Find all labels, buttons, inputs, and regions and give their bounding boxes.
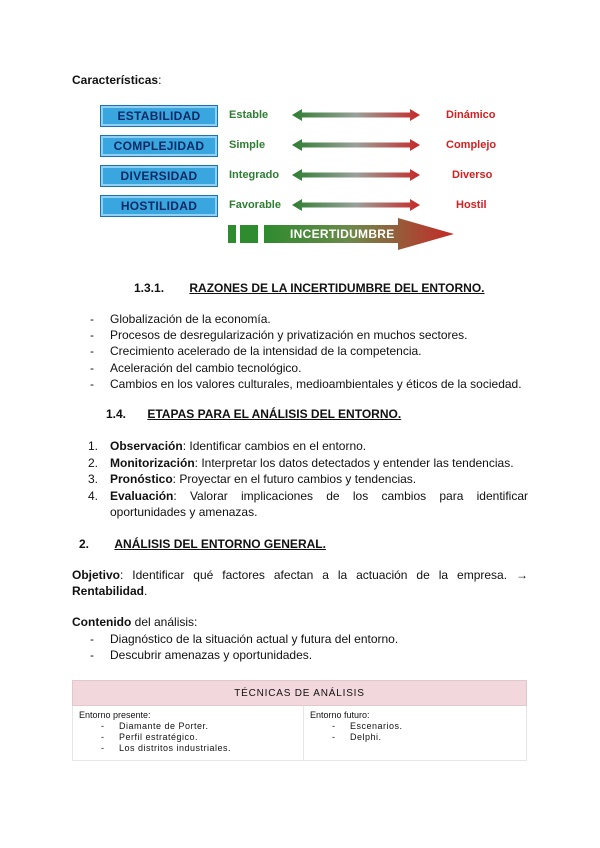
diagram-right-dinamico: Dinámico xyxy=(446,109,496,121)
diagram-left-simple: Simple xyxy=(229,139,266,151)
diagram-left-favorable: Favorable xyxy=(229,199,281,211)
double-arrow-icon xyxy=(292,169,420,181)
list-item xyxy=(88,488,528,521)
section-2-title: ANÁLISIS DEL ENTORNO GENERAL. xyxy=(114,537,326,551)
caracteristicas-heading xyxy=(72,72,161,88)
contenido-list xyxy=(90,631,530,663)
objetivo-text: : Identificar qué factores afectan a la actuación de la empresa. → xyxy=(120,568,528,582)
section-131-title: RAZONES DE LA INCERTIDUMBRE DEL ENTORNO. xyxy=(189,281,485,295)
diagram-label-hostilidad: HOSTILIDAD xyxy=(100,195,218,217)
list-item: - Diagnóstico de la situación actual y futura del entorno. xyxy=(90,631,530,647)
objetivo-result: Rentabilidad xyxy=(72,584,145,598)
tecnicas-header: TÉCNICAS DE ANÁLISIS xyxy=(73,681,527,706)
double-arrow-icon xyxy=(292,199,420,211)
entorno-presente-list xyxy=(79,721,297,754)
incertidumbre-label: INCERTIDUMBRE xyxy=(290,227,395,241)
list-item: - Procesos de desregularización y privatización en muchos sectores. xyxy=(90,327,560,343)
objetivo-paragraph xyxy=(72,567,528,599)
diagram-label-complejidad: COMPLEJIDAD xyxy=(100,135,218,157)
contenido-paragraph xyxy=(72,614,197,630)
list-item: - Crecimiento acelerado de la intensidad de la competencia. xyxy=(90,343,560,359)
list-item: - Descubrir amenazas y oportunidades. xyxy=(90,647,530,663)
step-term: Monitorización xyxy=(110,455,195,470)
step-text: : Proyectar en el futuro cambios y tendencias. xyxy=(172,472,417,486)
list-item xyxy=(88,471,528,488)
step-number: 3. xyxy=(88,472,99,486)
contenido-label: Contenido xyxy=(72,615,132,629)
contenido-text: del análisis: xyxy=(131,615,198,629)
entorno-futuro-title: Entorno futuro: xyxy=(310,710,370,720)
list-item: - Perfil estratégico. xyxy=(101,732,297,743)
step-text: : Interpretar los datos detectados y entender las tendencias. xyxy=(194,455,514,470)
list-item: - Escenarios. xyxy=(332,721,520,732)
diagram-left-integrado: Integrado xyxy=(229,169,280,181)
list-item xyxy=(88,438,528,455)
tecnicas-table xyxy=(72,680,527,761)
section-131-heading xyxy=(134,280,485,296)
diagram-right-diverso: Diverso xyxy=(452,169,493,181)
list-item xyxy=(88,455,528,472)
section-131-number: 1.3.1. xyxy=(134,281,165,295)
step-number: 4. xyxy=(88,488,99,503)
step-text: : Valorar implicaciones de los cambios para identificar oportunidades y amenazas. xyxy=(110,488,528,519)
diagram-label-estabilidad: ESTABILIDAD xyxy=(100,105,218,127)
list-item: - Delphi. xyxy=(332,732,520,743)
diagram-right-complejo: Complejo xyxy=(446,139,497,151)
list-item: - Aceleración del cambio tecnológico. xyxy=(90,360,560,376)
entorno-presente-cell xyxy=(73,706,304,761)
step-number: 1. xyxy=(88,439,99,453)
step-term: Evaluación xyxy=(110,488,174,503)
double-arrow-icon xyxy=(292,109,420,121)
step-term: Pronóstico xyxy=(110,472,173,486)
double-arrow-icon xyxy=(292,139,420,151)
objetivo-label: Objetivo xyxy=(72,568,121,582)
diagram-left-estable: Estable xyxy=(229,109,269,121)
section-2-number: 2. xyxy=(79,537,90,551)
list-item: - Los distritos industriales. xyxy=(101,743,297,754)
caracteristicas-label: Características xyxy=(72,73,159,87)
entorno-futuro-list xyxy=(310,721,520,743)
step-term: Observación xyxy=(110,439,183,453)
step-number: 2. xyxy=(88,455,99,470)
section-2-heading xyxy=(79,536,326,552)
list-item: - Globalización de la economía. xyxy=(90,311,560,327)
list-item: - Diamante de Porter. xyxy=(101,721,297,732)
entorno-presente-title: Entorno presente: xyxy=(79,710,151,720)
list-item: - Cambios en los valores culturales, medioambientales y éticos de la sociedad. xyxy=(90,376,560,392)
diagram-label-diversidad: DIVERSIDAD xyxy=(100,165,218,187)
entorno-futuro-cell xyxy=(304,706,527,761)
objetivo-end: . xyxy=(144,584,148,598)
etapas-list xyxy=(88,438,528,521)
step-text: : Identificar cambios en el entorno. xyxy=(182,439,367,453)
section-14-number: 1.4. xyxy=(106,407,127,421)
diagram-right-hostil: Hostil xyxy=(456,199,487,211)
caracteristicas-colon: : xyxy=(158,73,162,87)
section-14-heading xyxy=(106,406,401,422)
section-14-title: ETAPAS PARA EL ANÁLISIS DEL ENTORNO. xyxy=(147,407,402,421)
razones-list xyxy=(90,311,560,392)
